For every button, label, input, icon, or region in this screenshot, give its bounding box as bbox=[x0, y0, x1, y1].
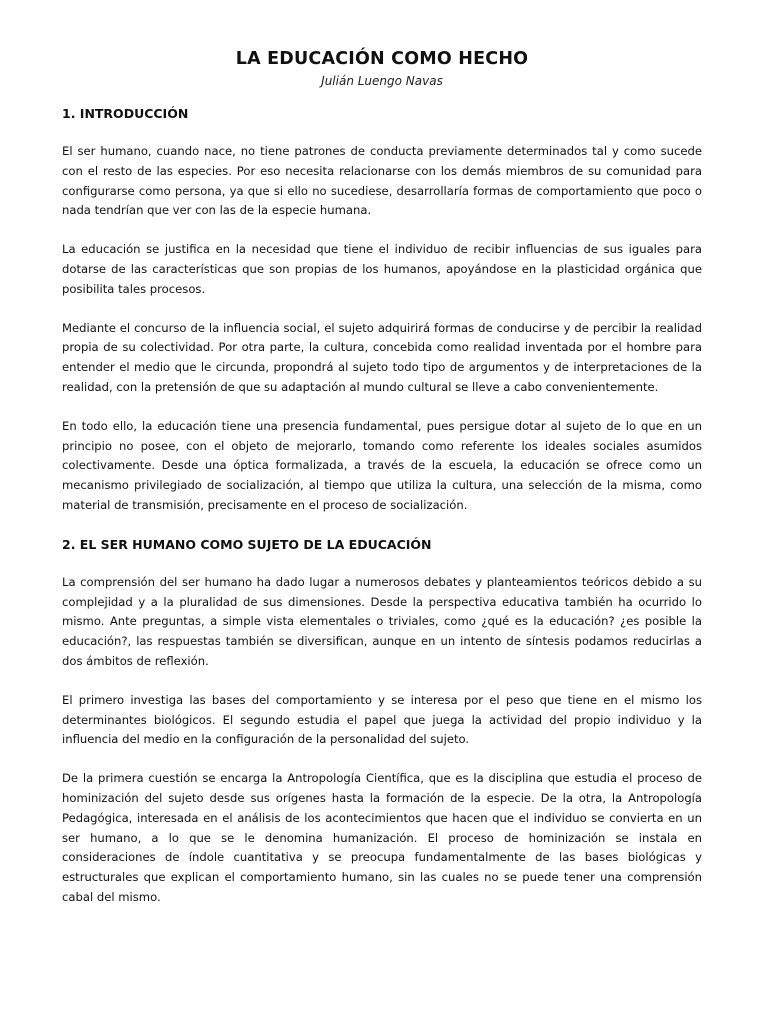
document-title: LA EDUCACIÓN COMO HECHO bbox=[235, 49, 529, 69]
paragraph: La educación se justifica en la necesidad que tiene el individuo de recibir influencias de sus iguales para dotarse de las características que son propias de los humanos, apoyándose en la plasticidad orgánica que posibilita tales procesos. bbox=[62, 242, 702, 296]
document-page bbox=[62, 46, 702, 927]
paragraph: En todo ello, la educación tiene una presencia fundamental, pues persigue dotar al sujeto de lo que en un principio no posee, con el objeto de mejorarlo, tomando como referente los ideales sociales asumidos colectivamente. Desde una óptica formalizada, a través de la escuela, la educación se ofrece como un mecanismo privilegiado de socialización, al tiempo que utiliza la cultura, una selección de la misma, como material de transmisión, precisamente en el proceso de socialización. bbox=[62, 418, 702, 512]
section-heading: 2. EL SER HUMANO COMO SUJETO DE LA EDUCACIÓN bbox=[62, 536, 432, 552]
paragraph: Mediante el concurso de la influencia social, el sujeto adquirirá formas de conducirse y de percibir la realidad propia de su colectividad. Por otra parte, la cultura, concebida como realidad inventada por el hombre para entender el medio que le circunda, propondrá al sujeto todo tipo de argumentos y de interpretaciones de la realidad, con la pretensión de que su adaptación al mundo cultural se lleve a cabo convenientemente. bbox=[62, 320, 702, 394]
paragraph: La comprensión del ser humano ha dado lugar a numerosos debates y planteamientos teóricos debido a su complejidad y a la pluralidad de sus dimensiones. Desde la perspectiva educativa también ha ocurrido lo mismo. Ante preguntas, a simple vista elementales o triviales, como ¿qué es la educación? ¿es posible la educación?, las respuestas también se diversifican, aunque en un intento de síntesis podamos reducirlas a dos ámbitos de reflexión. bbox=[62, 574, 702, 668]
paragraph: De la primera cuestión se encarga la Antropología Científica, que es la disciplina que estudia el proceso de hominización del sujeto desde sus orígenes hasta la formación de la especie. De la otra, la Antropología Pedagógica, interesada en el análisis de los acontecimientos que hacen que el individuo se convierta en un ser humano, a lo que se le denomina humanización. El proceso de hominización se instala en consideraciones de índole cuantitativa y se preocupa fundamentalmente de las bases biológicas y estructurales que explican el comportamiento humano, sin las cuales no se puede tener una comprensión cabal del mismo. bbox=[62, 771, 702, 904]
section-heading: 1. INTRODUCCIÓN bbox=[62, 106, 189, 121]
section-introduccion bbox=[62, 104, 702, 516]
document-author: Julián Luengo Navas bbox=[321, 74, 443, 88]
section-ser-humano bbox=[62, 535, 702, 908]
paragraph: El primero investiga las bases del comportamiento y se interesa por el peso que tiene en el mismo los determinantes biológicos. El segundo estudia el papel que juega la actividad del propio individuo y la influencia del medio en la configuración de la personalidad del sujeto. bbox=[62, 692, 702, 747]
paragraph: El ser humano, cuando nace, no tiene patrones de conducta previamente determinados tal y como sucede con el resto de las especies. Por eso necesita relacionarse con los demás miembros de su comunidad para configurarse como persona, ya que si ello no sucediese, desarrollaría formas de comportamiento que poco o nada tendrían que ver con las de la especie humana. bbox=[62, 144, 702, 218]
